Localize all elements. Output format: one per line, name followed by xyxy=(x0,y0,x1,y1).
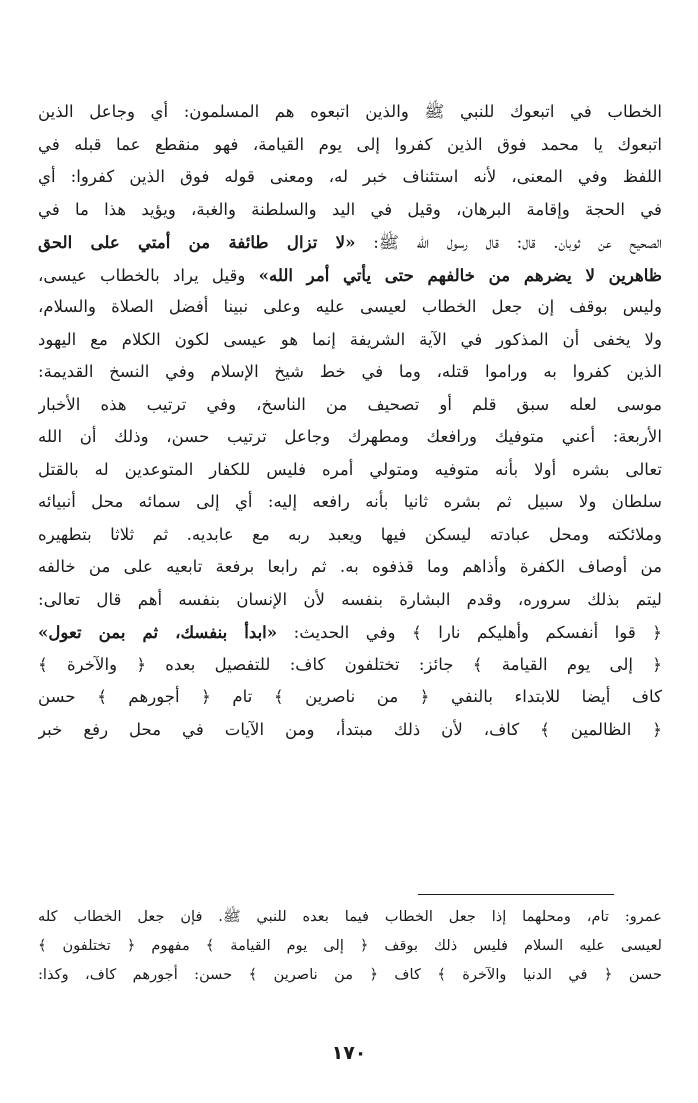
bold-hadith-text: ظاهرين لا يضرهم من خالفهم حتى يأتي أمر الله» xyxy=(258,264,662,285)
text-line xyxy=(38,389,662,422)
text-span: ولا يخفى أن المذكور في الآية الشريفة إنما هو عيسى لكون الكلام مع اليهود xyxy=(38,329,662,349)
bold-hadith-text: «ابدأ بنفسك، ثم بمن تعول» xyxy=(38,622,278,642)
text-span: تعالى بشره أولا بأنه متوفيه ومتولي أمره فليس للكفار المتوعدين له بالقتل xyxy=(38,459,662,479)
text-line xyxy=(38,161,662,194)
text-line xyxy=(38,324,662,357)
text-line xyxy=(38,129,662,162)
text-line xyxy=(38,226,662,259)
text-line xyxy=(38,194,662,227)
text-span: وقيل يراد بالخطاب عيسى، xyxy=(38,265,259,285)
page-number: ١٧٠ xyxy=(331,1042,367,1064)
text-span: موسى لعله سبق قلم أو تصحيف من الناسخ، وفي ترتيب هذه الأخبار xyxy=(38,394,662,414)
text-span: وملائكته ومحل عبادته ليسكن فيها ويعبد ربه مع عابديه. ثم ثلاثا بتطهيره xyxy=(38,524,662,544)
text-line xyxy=(38,96,662,129)
footnote-separator xyxy=(418,894,614,895)
text-line xyxy=(38,454,662,487)
text-span: من أوصاف الكفرة وأذاهم وما قذفوه به. ثم رابعا برفعة تابعيه على من خالفه xyxy=(38,557,662,576)
footnote-line: لعيسى عليه السلام فليس ذلك بوقف ﴿ إلى يوم القيامة ﴾ مفهوم ﴿ تختلفون ﴾ xyxy=(38,937,662,954)
text-line xyxy=(38,681,662,714)
text-line xyxy=(38,421,662,454)
text-span: كاف أيضا للابتداء بالنفي ﴿ من ناصرين ﴾ تام ﴿ أجورهم ﴾ حسن xyxy=(38,687,662,706)
text-span: الأربعة: أعني متوفيك ورافعك ومطهرك وجاعل ترتيب حسن، وذلك أن الله xyxy=(38,427,662,446)
text-span: وليس بوقف إن جعل الخطاب لعيسى عليه وعلى نبينا أفضل الصلاة والسلام، xyxy=(38,297,662,316)
text-line xyxy=(38,649,662,682)
footnote-block xyxy=(38,902,662,989)
text-span: اللفظ وفي المعنى، لأنه استئناف خبر له، ومعنى قوله فوق الذين كفروا: أي xyxy=(38,167,662,186)
text-line xyxy=(38,584,662,617)
text-line xyxy=(38,616,662,649)
text-span: ﴿ قوا أنفسكم وأهليكم نارا ﴾ وفي الحديث: xyxy=(277,623,662,642)
text-line xyxy=(38,356,662,389)
text-span: الصحيح عن ثوبان. قال: قال رسول الله ﷺ: xyxy=(355,233,662,252)
text-line xyxy=(38,519,662,552)
text-span: ﴿ إلى يوم القيامة ﴾ جائز: تختلفون كاف: للتفصيل بعده ﴿ والآخرة ﴾ xyxy=(38,654,662,674)
text-line xyxy=(38,291,662,324)
footnote-line: حسن ﴿ في الدنيا والآخرة ﴾ كاف ﴿ من ناصرين ﴾ حسن: أجورهم كاف، وكذا: xyxy=(38,966,662,983)
bold-hadith-text: «لا تزال طائفة من أمتي على الحق xyxy=(38,232,356,252)
text-span: ﴿ الظالمين ﴾ كاف، لأن ذلك مبتدأ، ومن الآيات في محل رفع خبر xyxy=(38,719,662,739)
text-line xyxy=(38,551,662,584)
footnote-line: عمرو: تام، ومحلهما إذا جعل الخطاب فيما بعده للنبي ﷺ. فإن جعل الخطاب كله xyxy=(38,908,662,925)
text-line xyxy=(38,714,662,747)
text-span: اتبعوك يا محمد فوق الذين كفروا إلى يوم القيامة، فهو منقطع عما قبله في xyxy=(38,134,662,154)
main-text-block xyxy=(38,96,662,746)
text-span: في الحجة وإقامة البرهان، وقيل في اليد والسلطنة والغبة، ويؤيد هذا ما في xyxy=(38,199,662,219)
text-span: الذين كفروا به وراموا قتله، وما في خط شيخ الإسلام وفي النسخ القديمة: xyxy=(38,362,662,381)
text-span: ليتم بذلك سروره، وقدم البشارة بنفسه لأن الإنسان بنفسه أهم قال تعالى: xyxy=(38,589,662,609)
text-span: سلطان ولا سبيل ثم بشره ثانيا بأنه رافعه إليه: أي إلى سمائه محل أنبيائه xyxy=(38,492,662,511)
text-span: الخطاب في اتبعوك للنبي ﷺ والذين اتبعوه هم المسلمون: أي وجاعل الذين xyxy=(38,102,662,121)
text-line xyxy=(38,486,662,519)
text-line xyxy=(38,259,662,292)
